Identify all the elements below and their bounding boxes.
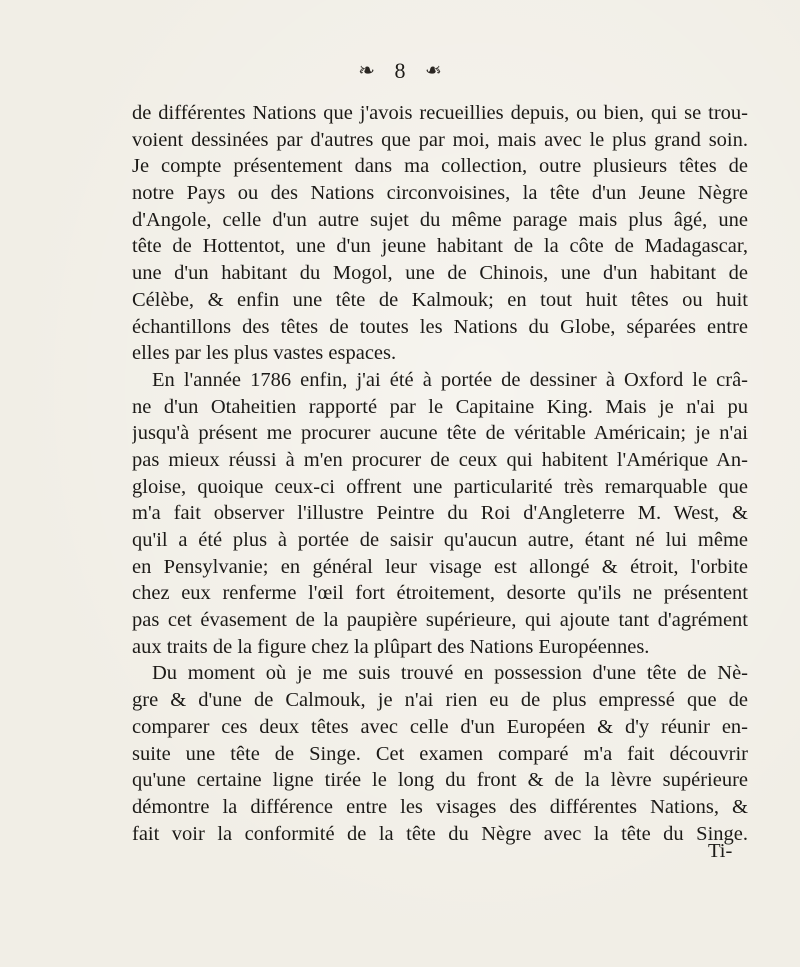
text-line: comparer ces deux têtes avec celle d'un Européen & d'y réunir en- bbox=[132, 715, 748, 738]
text-line: d'Angole, celle d'un autre sujet du même parage mais plus âgé, une bbox=[132, 208, 748, 231]
text-line: voient dessinées par d'autres que par moi, mais avec le plus grand soin. bbox=[132, 128, 748, 151]
text-line: une d'un habitant du Mogol, une de Chinois, une d'un habitant de bbox=[132, 262, 748, 285]
text-line: échantillons des têtes de toutes les Nations du Globe, séparées entre bbox=[132, 315, 748, 338]
text-line: fait voir la conformité de la tête du Nègre avec la tête du Singe. bbox=[132, 822, 748, 845]
text-line: En l'année 1786 enfin, j'ai été à portée de dessiner à Oxford le crâ- bbox=[152, 368, 748, 391]
text-line: jusqu'à présent me procurer aucune tête de véritable Américain; je n'ai bbox=[132, 422, 748, 445]
text-line: elles par les plus vastes espaces. bbox=[132, 342, 397, 365]
text-line: démontre la différence entre les visages des différentes Nations, & bbox=[132, 795, 748, 818]
text-line: gloise, quoique ceux-ci offrent une particularité très remarquable que bbox=[132, 475, 748, 498]
text-line: Je compte présentement dans ma collection, outre plusieurs têtes de bbox=[132, 155, 748, 178]
text-line: aux traits de la figure chez la plûpart des Nations Européennes. bbox=[132, 635, 650, 658]
text-line: pas mieux réussi à m'en procurer de ceux qui habitent l'Amérique An- bbox=[132, 448, 748, 471]
text-line: Célèbe, & enfin une tête de Kalmouk; en tout huit têtes ou huit bbox=[132, 288, 748, 311]
text-line: pas cet évasement de la paupière supérieure, qui ajoute tant d'agrément bbox=[132, 609, 748, 632]
right-fleuron-icon: ❧ bbox=[425, 60, 442, 83]
left-fleuron-icon: ❧ bbox=[358, 60, 375, 83]
text-line: tête de Hottentot, une d'un jeune habitant de la côte de Madagascar, bbox=[132, 235, 748, 258]
text-line: chez eux renferme l'œil fort étroitement, desorte qu'ils ne présentent bbox=[132, 582, 748, 605]
page-header bbox=[0, 56, 800, 84]
body-text bbox=[132, 100, 748, 847]
text-line: en Pensylvanie; en général leur visage est allongé & étroit, l'orbite bbox=[132, 555, 748, 578]
text-line: de différentes Nations que j'avois recueillies depuis, ou bien, qui se trou- bbox=[132, 102, 748, 124]
text-line: ne d'un Otaheitien rapporté par le Capitaine King. Mais je n'ai pu bbox=[132, 395, 748, 418]
text-line: qu'une certaine ligne tirée le long du front & de la lèvre supérieure bbox=[132, 769, 748, 792]
text-line: m'a fait observer l'illustre Peintre du Roi d'Angleterre M. West, & bbox=[132, 502, 748, 525]
catchword: Ti- bbox=[708, 840, 733, 862]
page-number: 8 bbox=[394, 57, 406, 83]
text-line: qu'il a été plus à portée de saisir qu'aucun autre, étant né lui même bbox=[132, 529, 748, 551]
text-line: Du moment où je me suis trouvé en possession d'une tête de Nè- bbox=[152, 662, 748, 685]
text-line: notre Pays ou des Nations circonvoisines, la tête d'un Jeune Nègre bbox=[132, 182, 748, 205]
text-line: suite une tête de Singe. Cet examen comparé m'a fait découvrir bbox=[132, 742, 748, 765]
text-line: gre & d'une de Calmouk, je n'ai rien eu de plus empressé que de bbox=[132, 689, 748, 712]
